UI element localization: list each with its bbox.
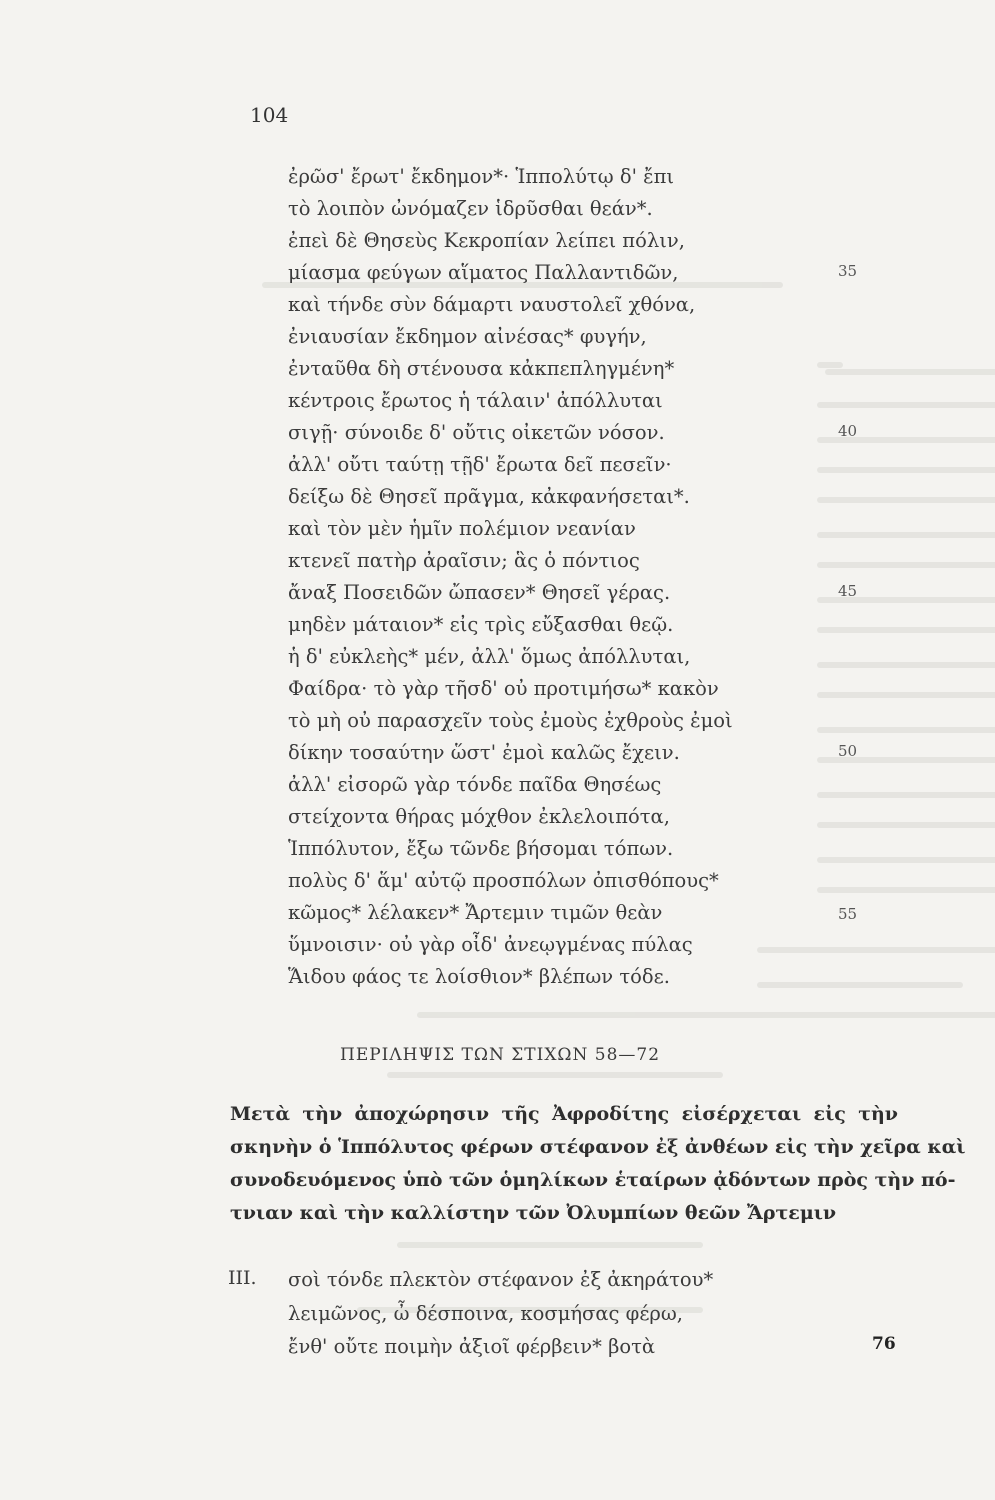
verse-line: σιγῇ· σύνοιδε δ' οὔτις οἰκετῶν νόσον. [288,421,665,444]
line-number: 35 [838,262,858,280]
verse-line: πολὺς δ' ἅμ' αὐτῷ προσπόλων ὀπισθόπους* [288,869,719,892]
summary-line: σκηνὴν ὁ Ἱππόλυτος φέρων στέφανον ἐξ ἀνθέων εἰς τὴν χεῖρα καὶ [230,1136,966,1158]
verse-line: τὸ μὴ οὐ παρασχεῖν τοὺς ἐμοὺς ἐχθροὺς ἐμοὶ [288,709,733,732]
verse-line: Φαίδρα· τὸ γὰρ τῆσδ' οὐ προτιμήσω* κακὸν [288,677,719,700]
verse-line: ἐπεὶ δὲ Θησεὺς Κεκροπίαν λείπει πόλιν, [288,229,685,252]
line-number: 45 [838,582,858,600]
section-heading: ΠΕΡΙΛΗΨΙΣ ΤΩΝ ΣΤΙΧΩΝ 58—72 [340,1045,661,1065]
verse-line: στείχοντα θήρας μόχθον ἐκλελοιπότα, [288,805,670,828]
summary-line: Μετὰ τὴν ἀποχώρησιν τῆς Ἀφροδίτης εἰσέρχεται εἰς τὴν [230,1103,898,1125]
passage-marker: III. [228,1267,257,1289]
summary-paragraph [230,1098,966,1230]
summary-line: συνοδευόμενος ὑπὸ τῶν ὁμηλίκων ἑταίρων ᾀδόντων πρὸς τὴν πό- [230,1169,956,1191]
verse-line: ἀλλ' οὔτι ταύτῃ τῇδ' ἔρωτα δεῖ πεσεῖν· [288,453,672,476]
folio-number: 76 [872,1334,896,1354]
page-number: 104 [250,103,289,127]
verse-line: μηδὲν μάταιον* εἰς τρὶς εὔξασθαι θεῷ. [288,613,674,636]
verse-line: Ἅιδου φάος τε λοίσθιον* βλέπων τόδε. [288,965,670,988]
verse-line: μίασμα φεύγων αἵματος Παλλαντιδῶν, [288,261,679,284]
verse-line: ἄναξ Ποσειδῶν ὤπασεν* Θησεῖ γέρας. [288,581,671,604]
verse-line: κέντροις ἔρωτος ἡ τάλαιν' ἀπόλλυται [288,389,663,412]
passage-line: ἔνθ' οὔτε ποιμὴν ἀξιοῖ φέρβειν* βοτὰ [288,1335,656,1358]
line-number: 40 [838,422,858,440]
line-number: 55 [838,905,858,923]
verse-line: ἐνταῦθα δὴ στένουσα κἀκπεπληγμένη* [288,357,675,380]
verse-line: ὕμνοισιν· οὐ γὰρ οἶδ' ἀνεῳγμένας πύλας [288,933,693,956]
verse-line: καὶ τήνδε σὺν δάμαρτι ναυστολεῖ χθόνα, [288,293,696,316]
verse-line: καὶ τὸν μὲν ἡμῖν πολέμιον νεανίαν [288,517,636,540]
summary-line: τνιαν καὶ τὴν καλλίστην τῶν Ὀλυμπίων θεῶν Ἄρτεμιν [230,1202,837,1224]
verse-line: ἡ δ' εὐκλεὴς* μέν, ἀλλ' ὅμως ἀπόλλυται, [288,645,691,668]
verse-line: δείξω δὲ Θησεῖ πρᾶγμα, κἀκφανήσεται*. [288,485,690,508]
verse-line: ἀλλ' εἰσορῶ γὰρ τόνδε παῖδα Θησέως [288,773,662,796]
verse-line: δίκην τοσαύτην ὥστ' ἐμοὶ καλῶς ἔχειν. [288,741,680,764]
verse-line: κῶμος* λέλακεν* Ἄρτεμιν τιμῶν θεὰν [288,901,663,924]
verse-line: ἐνιαυσίαν ἔκδημον αἰνέσας* φυγήν, [288,325,647,348]
verse-line: ἐρῶσ' ἔρωτ' ἔκδημον*· Ἱππολύτῳ δ' ἔπι [288,165,675,188]
verse-line: Ἱππόλυτον, ἔξω τῶνδε βήσομαι τόπων. [288,837,674,860]
passage-line: λειμῶνος, ὦ δέσποινα, κοσμήσας φέρω, [288,1302,683,1325]
verse-line: κτενεῖ πατὴρ ἀραῖσιν; ἃς ὁ πόντιος [288,549,640,572]
passage-line: σοὶ τόνδε πλεκτὸν στέφανον ἐξ ἀκηράτου* [288,1268,714,1291]
verse-line: τὸ λοιπὸν ὠνόμαζεν ἱδρῦσθαι θεάν*. [288,197,653,220]
line-number: 50 [838,742,858,760]
